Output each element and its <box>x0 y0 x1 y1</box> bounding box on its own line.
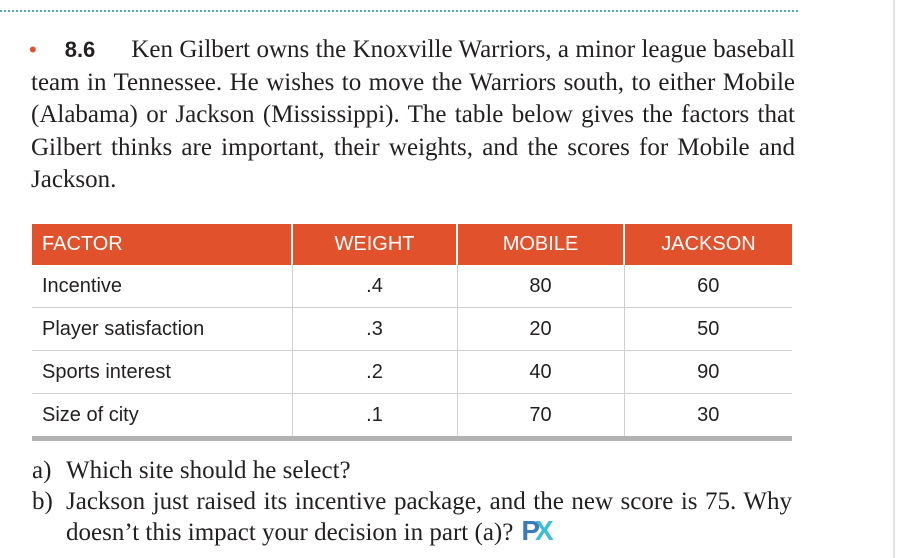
cell-jackson: 60 <box>624 265 792 308</box>
cell-mobile: 40 <box>457 351 624 394</box>
factor-weight-table <box>32 224 792 441</box>
px-logo-x: X <box>535 515 549 546</box>
header-mobile: MOBILE <box>457 224 624 265</box>
header-weight: WEIGHT <box>292 224 457 265</box>
cell-jackson: 30 <box>624 394 792 439</box>
cell-factor: Sports interest <box>32 351 292 394</box>
px-logo-icon <box>521 515 549 546</box>
table-row <box>32 394 792 439</box>
question-a <box>32 455 792 486</box>
cell-mobile: 70 <box>457 394 624 439</box>
table-header-row <box>32 224 792 265</box>
problem-body: Ken Gilbert owns the Knoxville Warriors, a minor league baseball team in Tennessee. He wishes to move the Warriors south, to either Mobile (Alabama) or Jackson (Mississippi). The table below gives the factors that Gilbert thinks are important, their weights, and the scores for Mobile and Jackson. <box>31 36 795 193</box>
px-logo-p: P <box>521 515 536 546</box>
problem-statement <box>31 34 795 197</box>
cell-weight: .3 <box>292 308 457 351</box>
question-b <box>32 486 792 548</box>
question-b-text: Jackson just raised its incentive package, and the new score is 75. Why doesn’t this impact your decision in part (a)? <box>66 488 792 546</box>
header-factor: FACTOR <box>32 224 292 265</box>
table-row <box>32 308 792 351</box>
question-list <box>32 455 792 548</box>
right-margin-rule <box>893 0 895 558</box>
header-jackson: JACKSON <box>624 224 792 265</box>
cell-jackson: 90 <box>624 351 792 394</box>
cell-factor: Incentive <box>42 274 123 297</box>
dotted-top-rule <box>0 10 798 12</box>
cell-mobile: 20 <box>457 308 624 351</box>
problem-number: 8.6 <box>64 37 96 62</box>
cell-jackson: 50 <box>624 308 792 351</box>
cell-mobile: 80 <box>457 265 624 308</box>
table-row <box>32 265 792 308</box>
question-a-text: Which site should he select? <box>66 457 351 484</box>
table-row <box>32 351 792 394</box>
cell-weight: .1 <box>292 394 457 439</box>
problem-bullet: • <box>29 37 37 62</box>
cell-factor: Player satisfaction <box>32 308 292 351</box>
cell-weight: .4 <box>292 265 457 308</box>
cell-weight: .2 <box>292 351 457 394</box>
question-b-label: b) <box>32 488 53 515</box>
question-a-label: a) <box>32 457 52 484</box>
cell-factor: Size of city <box>32 394 292 439</box>
